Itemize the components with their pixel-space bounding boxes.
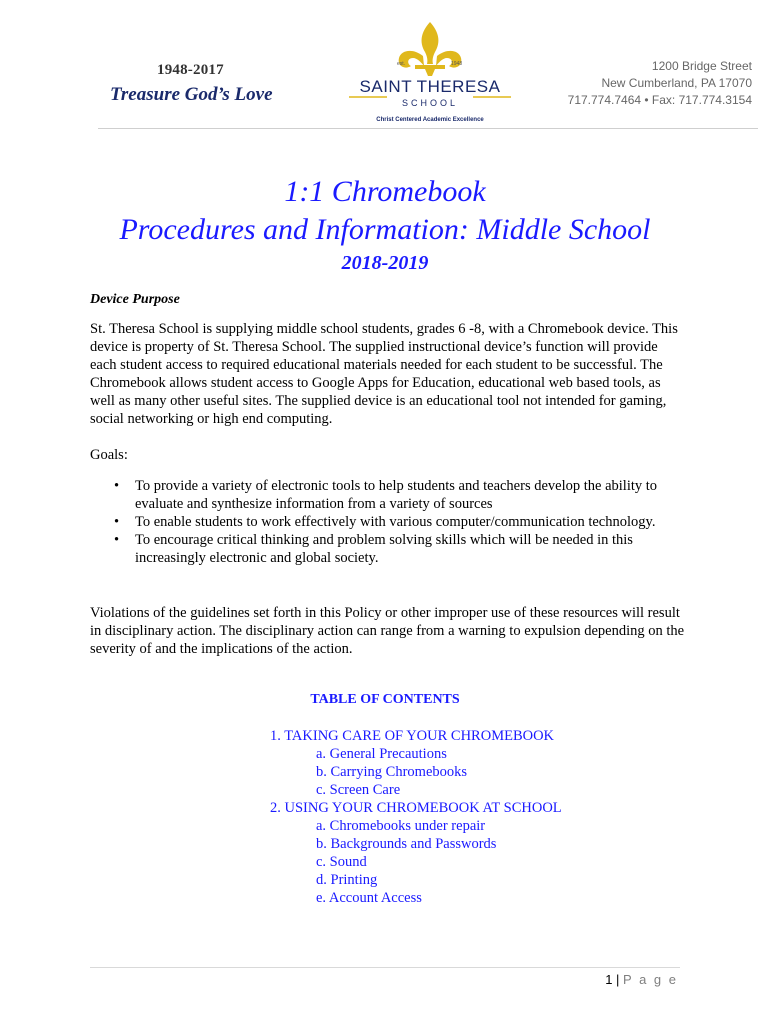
footer-divider <box>90 967 680 968</box>
address-phone: 717.774.7464 • Fax: 717.774.3154 <box>567 93 752 107</box>
bullet-icon: • <box>114 514 120 530</box>
toc-item[interactable]: a. General Precautions <box>316 746 447 762</box>
address-street: 1200 Bridge Street <box>651 59 752 73</box>
bullet-icon: • <box>114 532 120 548</box>
page-number-value: 1 <box>605 972 613 987</box>
document-school-year: 2018-2019 <box>341 252 429 274</box>
document-title-line2: Procedures and Information: Middle School <box>119 213 651 246</box>
fleur-de-lis-icon <box>399 22 462 76</box>
logo-name: SAINT THERESA <box>359 77 501 96</box>
logo-est-left: est. <box>397 61 406 67</box>
page-word: P a g e <box>623 972 678 987</box>
toc-item[interactable]: d. Printing <box>316 872 378 888</box>
device-purpose-heading: Device Purpose <box>90 292 180 307</box>
device-purpose-paragraph: St. Theresa School is supplying middle school students, grades 6 -8, with a Chromebook device. This device is property of St. Theresa School. The supplied instructional device’s function will provide each student access to required educational materials needed for each student to be successful. The Chromebook allows student access to Google Apps for Education, educational web based tools, as well as many other useful sites. The supplied device is an educational tool not intended for gaming, social networking or high end computing. <box>90 321 678 427</box>
toc-section-2[interactable]: 2. USING YOUR CHROMEBOOK AT SCHOOL <box>270 800 562 816</box>
goal-item: • To provide a variety of electronic tools to help students and teachers develop the ability to evaluate and synthesize information from a variety of sources <box>114 478 658 512</box>
toc-item[interactable]: c. Sound <box>316 854 367 870</box>
document-title-line1: 1:1 Chromebook <box>284 175 486 208</box>
toc-item[interactable]: a. Chromebooks under repair <box>316 818 486 834</box>
logo-tagline: Christ Centered Academic Excellence <box>376 117 484 123</box>
goals-label: Goals: <box>90 447 128 463</box>
toc-item[interactable]: b. Backgrounds and Passwords <box>316 836 497 852</box>
school-address <box>568 58 752 109</box>
logo-school: SCHOOL <box>401 98 459 108</box>
goal-item: • To encourage critical thinking and problem solving skills which will be needed in this increasingly electronic and global society. <box>114 532 633 566</box>
bullet-icon: • <box>114 478 120 494</box>
header-motto: Treasure God’s Love <box>110 84 273 105</box>
school-logo <box>335 18 525 128</box>
toc-item[interactable]: b. Carrying Chromebooks <box>316 764 468 780</box>
address-city: New Cumberland, PA 17070 <box>601 76 752 90</box>
toc-section-1[interactable]: 1. TAKING CARE OF YOUR CHROMEBOOK <box>270 728 555 744</box>
header-divider <box>98 128 758 129</box>
toc-item[interactable]: c. Screen Care <box>316 782 401 798</box>
table-of-contents <box>0 727 770 907</box>
goal-item: • To enable students to work effectively with various computer/communication technology. <box>114 514 656 530</box>
goals-list <box>90 477 690 567</box>
toc-item[interactable]: e. Account Access <box>316 890 422 906</box>
violations-paragraph: Violations of the guidelines set forth in this Policy or other improper use of these resources will result in disciplinary action. The disciplinary action can range from a warning to expulsion depending on the severity of and the implications of the action. <box>90 605 685 657</box>
toc-title: TABLE OF CONTENTS <box>310 692 460 707</box>
header-years: 1948-2017 <box>157 62 224 78</box>
page-number-separator: | <box>612 972 624 987</box>
page-number <box>605 972 678 987</box>
logo-est-right: 1948 <box>451 61 463 67</box>
